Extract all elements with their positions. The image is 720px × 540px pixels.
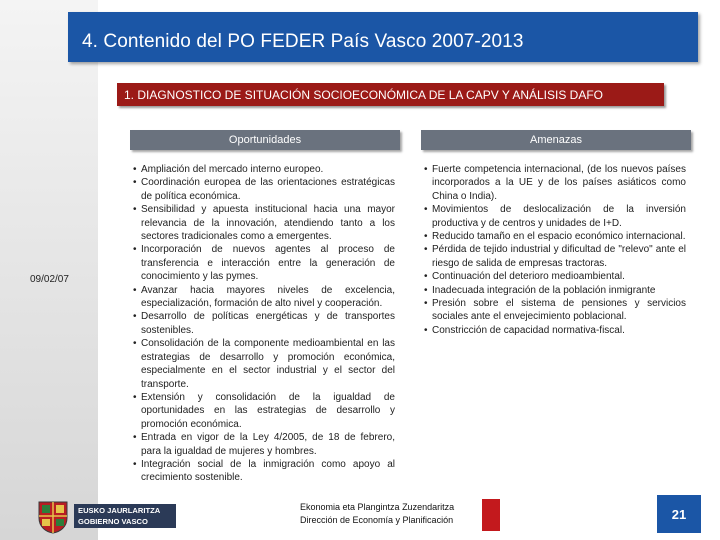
logo-line-spanish: GOBIERNO VASCO	[78, 517, 148, 526]
list-item: • Incorporación de nuevos agentes al proceso de transferencia e interacción entre la generación de conocimiento y las pymes.	[133, 243, 395, 283]
threats-list	[424, 163, 686, 337]
opportunities-header: Oportunidades	[130, 130, 400, 150]
list-item: • Coordinación europea de las orientaciones estratégicas de política económica.	[133, 176, 395, 203]
section-bar	[117, 83, 664, 106]
footer-line-spanish: Dirección de Economía y Planificación	[300, 515, 454, 525]
logo-text-box	[74, 504, 176, 528]
gobierno-vasco-logo	[36, 498, 176, 534]
list-item: • Integración social de la inmigración como apoyo al crecimiento sostenible.	[133, 458, 395, 485]
footer-red-strip	[482, 499, 500, 531]
list-item: • Presión sobre el sistema de pensiones y servicios sociales ante el envejecimiento poblacional.	[424, 297, 686, 324]
list-item: • Desarrollo de políticas energéticas y de transportes sostenibles.	[133, 310, 395, 337]
slide-title: 4. Contenido del PO FEDER País Vasco 2007-2013	[82, 31, 524, 52]
date-label: 09/02/07	[30, 274, 69, 285]
list-item: • Constricción de capacidad normativa-fiscal.	[424, 324, 686, 337]
footer-line-basque: Ekonomia eta Plangintza Zuzendaritza	[300, 502, 455, 512]
list-item: • Inadecuada integración de la población inmigrante	[424, 284, 686, 297]
footer-department	[300, 501, 480, 527]
left-background-band	[0, 0, 98, 540]
list-item: • Extensión y consolidación de la igualdad de oportunidades en las estrategias de desarrollo y promoción económica.	[133, 391, 395, 431]
list-item: • Entrada en vigor de la Ley 4/2005, de 18 de febrero, para la igualdad de mujeres y hombres.	[133, 431, 395, 458]
coat-of-arms-icon	[36, 498, 70, 534]
list-item: • Fuerte competencia internacional, (de los nuevos países incorporados a la UE y de los países asiáticos como China o India).	[424, 163, 686, 203]
title-bar	[68, 12, 698, 62]
opportunities-list	[133, 163, 395, 485]
list-item: • Pérdida de tejido industrial y dificultad de "relevo" ante el riesgo de salida de empresas tractoras.	[424, 243, 686, 270]
section-title: 1. DIAGNOSTICO DE SITUACIÓN SOCIOECONÓMICA DE LA CAPV Y ANÁLISIS DAFO	[124, 88, 604, 102]
logo-line-basque: EUSKO JAURLARITZA	[78, 506, 161, 515]
list-item: • Avanzar hacia mayores niveles de excelencia, especialización, formación de alto nivel y cooperación.	[133, 284, 395, 311]
list-item: • Continuación del deterioro medioambiental.	[424, 270, 686, 283]
list-item: • Ampliación del mercado interno europeo.	[133, 163, 395, 176]
list-item: • Movimientos de deslocalización de la inversión productiva y de centros y unidades de I+D.	[424, 203, 686, 230]
list-item: • Sensibilidad y apuesta institucional hacia una mayor relevancia de la innovación, atendiendo tanto a los sectores tradicionales como a emergentes.	[133, 203, 395, 243]
page-number: 21	[657, 495, 701, 533]
list-item: • Consolidación de la componente medioambiental en las estrategias de desarrollo y promoción económica, especialmente en el sector industrial y el sector del transporte.	[133, 337, 395, 391]
list-item: • Reducido tamaño en el espacio económico internacional.	[424, 230, 686, 243]
threats-header: Amenazas	[421, 130, 691, 150]
